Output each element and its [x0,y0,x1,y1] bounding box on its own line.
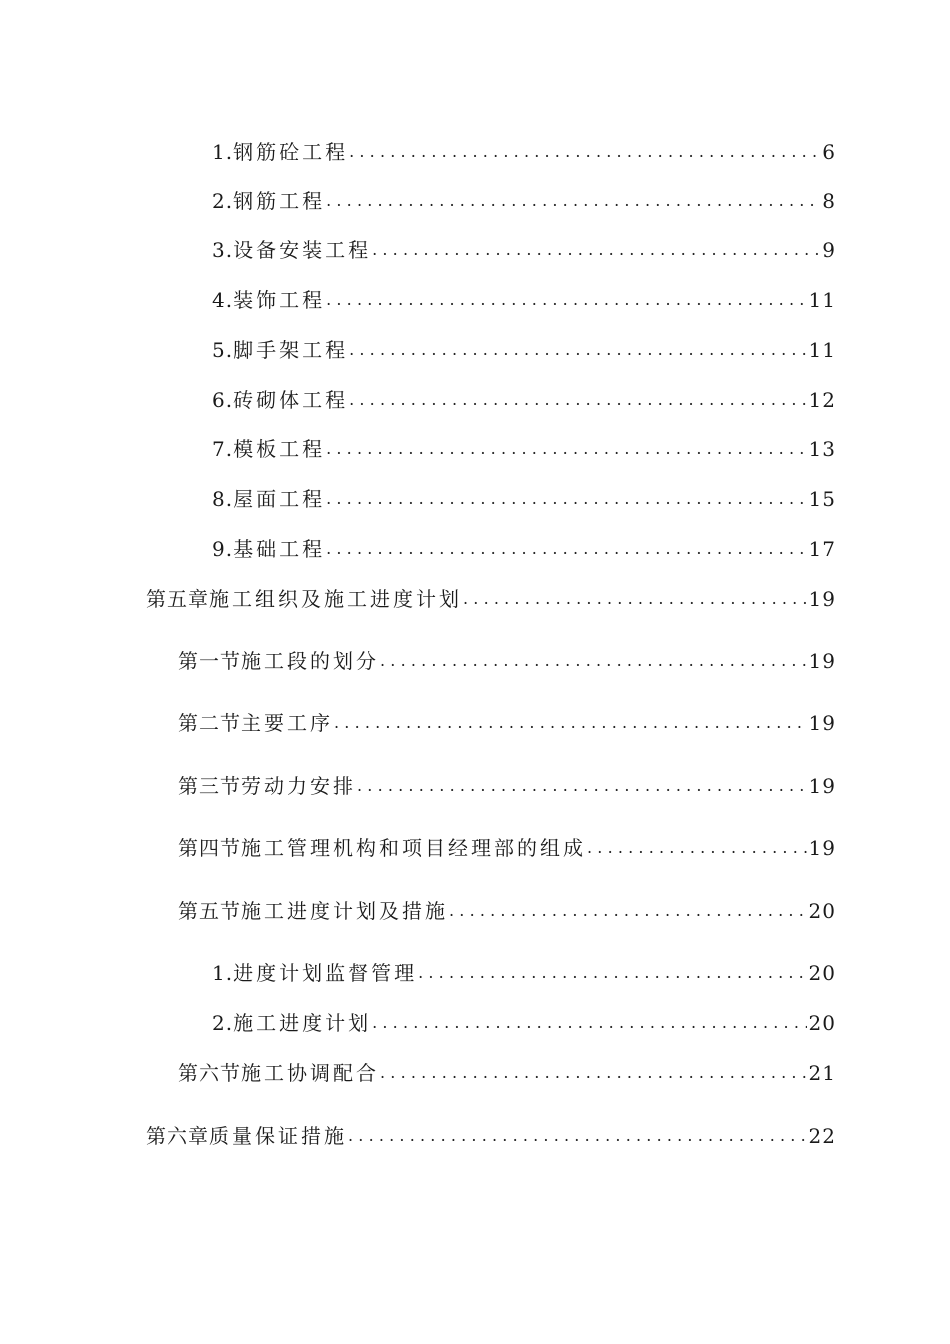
toc-entry-page: 19 [808,587,836,611]
dot-leader [349,136,820,168]
toc-entry-scaffolding[interactable] [212,334,836,366]
toc-entry-number: 第六章 [146,1124,209,1148]
toc-entry-number: 9. [212,537,234,561]
dot-leader [372,1007,806,1039]
toc-section-1[interactable] [178,645,836,677]
dot-leader [326,433,806,465]
toc-entry-title: 质量保证措施 [209,1124,347,1148]
dot-leader [418,957,806,989]
dot-leader [326,284,806,316]
toc-entry-title: 施工进度计划及措施 [241,899,448,923]
toc-section-3[interactable] [178,770,836,802]
toc-entry-decoration[interactable] [212,284,836,316]
toc-entry-title: 屋面工程 [233,487,326,511]
toc-entry-page: 6 [822,140,836,164]
toc-entry-title: 基础工程 [233,537,326,561]
toc-entry-title: 施工协调配合 [241,1061,379,1085]
toc-entry-page: 20 [808,1011,836,1035]
toc-entry-title: 设备安装工程 [233,238,372,262]
dot-leader [348,1120,807,1152]
toc-entry-number: 3. [212,238,234,262]
toc-entry-schedule-supervision[interactable] [212,957,836,989]
toc-entry-title: 脚手架工程 [233,338,349,362]
toc-entry-page: 11 [808,338,836,362]
toc-entry-page: 17 [808,537,836,561]
toc-entry-title: 模板工程 [233,437,326,461]
toc-chapter-5[interactable] [146,583,836,615]
toc-entry-formwork[interactable] [212,433,836,465]
toc-entry-title: 钢筋工程 [233,189,326,213]
toc-section-6[interactable] [178,1057,836,1089]
dot-leader [326,533,806,565]
toc-entry-number: 2. [212,1011,234,1035]
toc-entry-page: 21 [808,1061,836,1085]
dot-leader [463,583,807,615]
dot-leader [326,185,820,217]
toc-entry-number: 第六节 [178,1061,241,1085]
dot-leader [587,832,807,864]
toc-entry-number: 6. [212,388,234,412]
toc-entry-number: 第三节 [178,774,241,798]
toc-entry-number: 7. [212,437,234,461]
toc-entry-title: 施工管理机构和项目经理部的组成 [241,836,586,860]
toc-entry-foundation[interactable] [212,533,836,565]
dot-leader [349,334,806,366]
toc-section-5[interactable] [178,895,836,927]
toc-entry-number: 第二节 [178,711,241,735]
toc-chapter-6[interactable] [146,1120,836,1152]
dot-leader [326,483,806,515]
toc-entry-page: 9 [822,238,836,262]
toc-entry-title: 施工组织及施工进度计划 [209,587,462,611]
toc-entry-title: 施工进度计划 [233,1011,372,1035]
toc-entry-page: 19 [808,649,836,673]
toc-entry-page: 20 [808,961,836,985]
toc-entry-roofing[interactable] [212,483,836,515]
toc-entry-page: 8 [822,189,836,213]
toc-entry-number: 第五节 [178,899,241,923]
toc-entry-title: 进度计划监督管理 [233,961,418,985]
toc-entry-title: 施工段的划分 [241,649,379,673]
toc-entry-number: 1. [212,961,234,985]
toc-entry-number: 4. [212,288,234,312]
dot-leader [334,707,807,739]
toc-entry-rebar[interactable] [212,185,836,217]
toc-entry-construction-schedule[interactable] [212,1007,836,1039]
toc-entry-title: 砖砌体工程 [233,388,349,412]
toc-entry-number: 1. [212,140,234,164]
toc-entry-title: 劳动力安排 [241,774,356,798]
toc-entry-page: 13 [808,437,836,461]
dot-leader [449,895,807,927]
toc-entry-number: 5. [212,338,234,362]
toc-entry-title: 主要工序 [241,711,333,735]
toc-entry-number: 第一节 [178,649,241,673]
toc-entry-number: 8. [212,487,234,511]
dot-leader [372,234,820,266]
toc-section-2[interactable] [178,707,836,739]
dot-leader [380,645,807,677]
toc-entry-number: 2. [212,189,234,213]
toc-entry-page: 15 [808,487,836,511]
dot-leader [357,770,807,802]
toc-entry-title: 钢筋砼工程 [233,140,349,164]
toc-entry-page: 19 [808,836,836,860]
toc-entry-equipment-installation[interactable] [212,234,836,266]
toc-entry-page: 12 [808,388,836,412]
toc-entry-page: 19 [808,711,836,735]
toc-entry-masonry[interactable] [212,384,836,416]
toc-section-4[interactable] [178,832,836,864]
toc-entry-number: 第四节 [178,836,241,860]
toc-entry-title: 装饰工程 [233,288,326,312]
toc-entry-page: 22 [808,1124,836,1148]
dot-leader [380,1057,807,1089]
toc-entry-page: 20 [808,899,836,923]
dot-leader [349,384,806,416]
toc-entry-page: 19 [808,774,836,798]
toc-entry-rebar-concrete[interactable] [212,136,836,168]
toc-entry-page: 11 [808,288,836,312]
toc-entry-number: 第五章 [146,587,209,611]
